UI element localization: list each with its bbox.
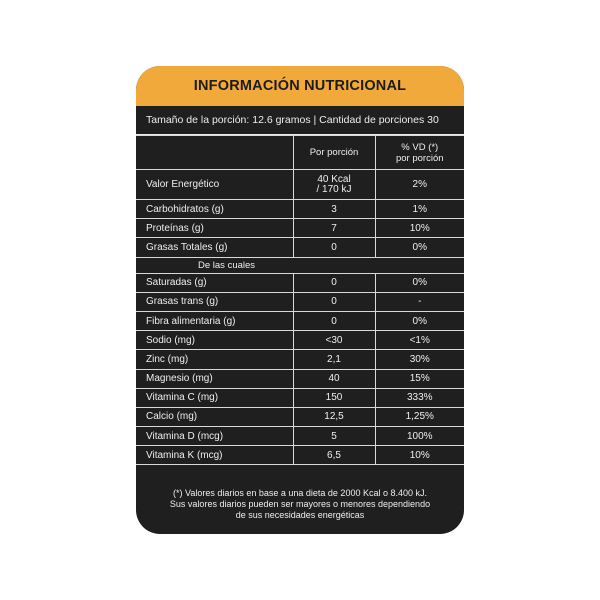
nutrient-name: Magnesio (mg) <box>136 369 293 388</box>
nutrient-value: 3 <box>293 200 375 219</box>
nutrient-vd: 15% <box>375 369 464 388</box>
nutrient-name: Saturadas (g) <box>136 273 293 292</box>
subheading-row <box>136 257 464 273</box>
nutrient-name: Zinc (mg) <box>136 350 293 369</box>
table-header-row <box>136 136 464 170</box>
nutrient-value: 12,5 <box>293 407 375 426</box>
footnote-line1: (*) Valores diarios en base a una dieta de 2000 Kcal o 8.400 kJ. <box>173 488 427 498</box>
table-row <box>136 200 464 219</box>
nutrient-name: Grasas Totales (g) <box>136 238 293 257</box>
table-row <box>136 219 464 238</box>
nutrient-vd: 10% <box>375 219 464 238</box>
table-row <box>136 273 464 292</box>
table-row <box>136 388 464 407</box>
header-blank-cell <box>136 136 293 170</box>
energy-value-kj: / 170 kJ <box>316 183 352 195</box>
nutrient-vd: 0% <box>375 311 464 330</box>
footnote-line3: de sus necesidades energéticas <box>235 510 365 520</box>
footnote-line2: Sus valores diarios pueden ser mayores o menores dependiendo <box>169 499 431 509</box>
nutrient-value: 5 <box>293 427 375 446</box>
table-row <box>136 350 464 369</box>
energy-value <box>293 170 375 200</box>
header-per-serving: Por porción <box>293 136 375 170</box>
energy-value-kcal: 40 Kcal <box>317 173 351 185</box>
nutrition-label <box>136 66 464 534</box>
nutrient-value: 0 <box>293 311 375 330</box>
nutrient-value: 0 <box>293 238 375 257</box>
table-row <box>136 427 464 446</box>
serving-info: Tamaño de la porción: 12.6 gramos | Cantidad de porciones 30 <box>136 106 464 135</box>
table-row <box>136 292 464 311</box>
nutrient-vd: 100% <box>375 427 464 446</box>
nutrient-name: Sodio (mg) <box>136 331 293 350</box>
nutrient-vd: 0% <box>375 238 464 257</box>
nutrient-value: 40 <box>293 369 375 388</box>
nutrient-name: Grasas trans (g) <box>136 292 293 311</box>
nutrient-name: Proteínas (g) <box>136 219 293 238</box>
nutrient-value: <30 <box>293 331 375 350</box>
table-row <box>136 238 464 257</box>
nutrient-name: Fibra alimentaria (g) <box>136 311 293 330</box>
nutrient-name: Vitamina K (mcg) <box>136 446 293 465</box>
header-vd-line1: % VD (*) <box>401 141 439 153</box>
subheading: De las cuales <box>136 257 464 273</box>
nutrient-value: 150 <box>293 388 375 407</box>
nutrient-value: 7 <box>293 219 375 238</box>
nutrient-vd: 1,25% <box>375 407 464 426</box>
header-vd <box>375 136 464 170</box>
nutrient-name: Calcio (mg) <box>136 407 293 426</box>
footnote <box>136 488 464 521</box>
table-row <box>136 311 464 330</box>
nutrition-table <box>136 135 464 465</box>
energy-vd: 2% <box>375 170 464 200</box>
header-vd-line2: por porción <box>395 152 444 164</box>
nutrient-vd: 10% <box>375 446 464 465</box>
nutrient-vd: 30% <box>375 350 464 369</box>
nutrient-value: 0 <box>293 292 375 311</box>
nutrient-name: Vitamina C (mg) <box>136 388 293 407</box>
nutrient-name: Vitamina D (mcg) <box>136 427 293 446</box>
nutrient-name: Carbohidratos (g) <box>136 200 293 219</box>
energy-name: Valor Energético <box>136 170 293 200</box>
nutrient-vd: 0% <box>375 273 464 292</box>
nutrient-value: 6,5 <box>293 446 375 465</box>
nutrient-vd: - <box>375 292 464 311</box>
table-row <box>136 331 464 350</box>
table-row <box>136 407 464 426</box>
label-title: INFORMACIÓN NUTRICIONAL <box>136 66 464 106</box>
nutrient-value: 0 <box>293 273 375 292</box>
table-row <box>136 446 464 465</box>
energy-row <box>136 170 464 200</box>
nutrient-vd: 1% <box>375 200 464 219</box>
nutrient-vd: <1% <box>375 331 464 350</box>
nutrient-vd: 333% <box>375 388 464 407</box>
nutrient-value: 2,1 <box>293 350 375 369</box>
table-row <box>136 369 464 388</box>
